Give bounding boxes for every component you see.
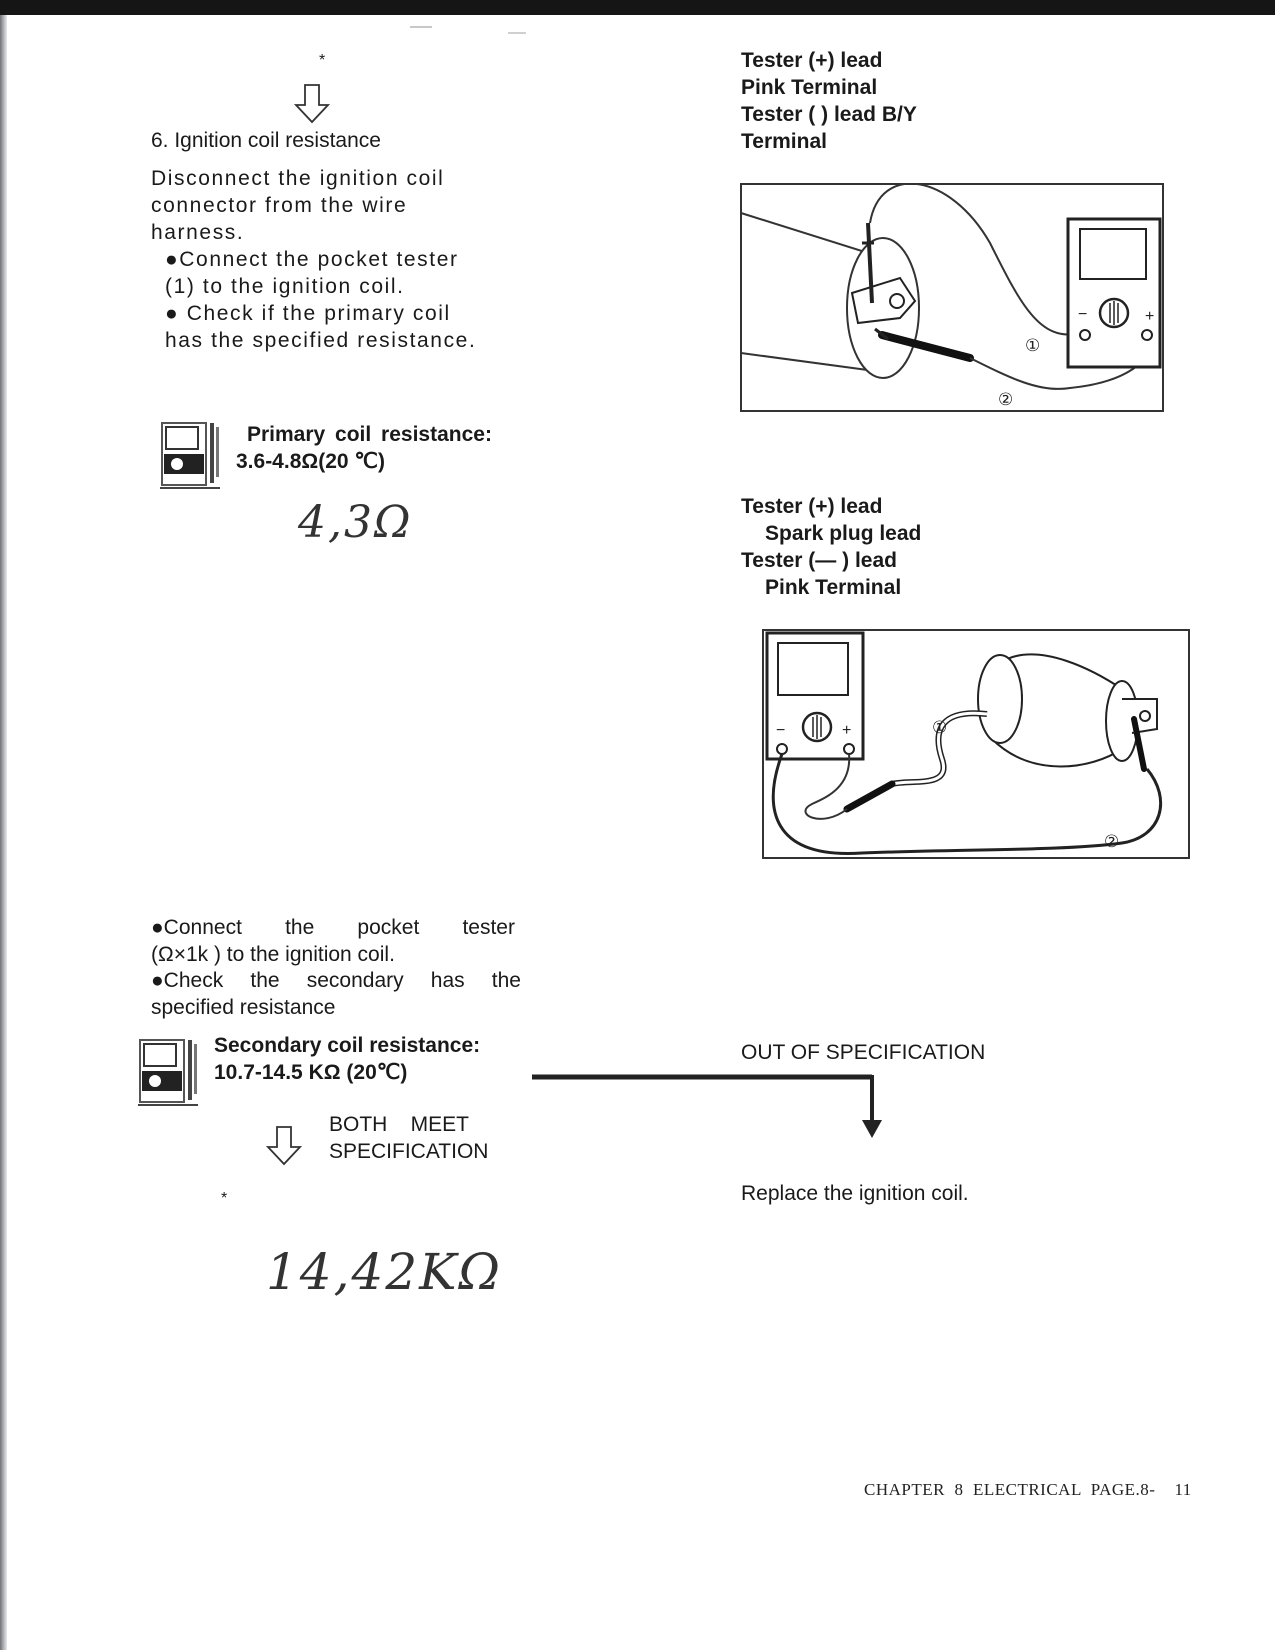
diagram1-label-1: Tester (+) lead	[741, 49, 883, 72]
primary-resistance-value: 3.6-4.8Ω(20 ℃)	[236, 450, 385, 473]
down-arrow-icon	[292, 83, 332, 125]
word: ●Connect	[151, 916, 242, 939]
page-footer: CHAPTER 8 ELECTRICAL PAGE.8- 11	[864, 1480, 1192, 1499]
callout-1: ①	[1025, 336, 1041, 355]
disconnect-line-1: Disconnect the ignition coil	[151, 167, 445, 190]
diagram1-label-4: Terminal	[741, 130, 827, 153]
out-of-spec-label: OUT OF SPECIFICATION	[741, 1041, 986, 1064]
secondary-resistance-label: Secondary coil resistance:	[214, 1034, 481, 1057]
word: ●Check	[151, 969, 224, 992]
primary-coil-test-diagram	[740, 183, 1164, 413]
bullet-connect-line-1: ●Connect the pocket tester	[165, 248, 459, 271]
word: the	[285, 916, 315, 939]
scan-top-border	[0, 0, 1275, 15]
diagram2-label-2: Spark plug lead	[765, 522, 922, 545]
word: has	[430, 969, 465, 992]
scan-left-edge	[0, 15, 7, 1650]
section-title: 6. Ignition coil resistance	[151, 129, 381, 152]
diagram2-label-4: Pink Terminal	[765, 576, 902, 599]
secondary-coil-test-diagram	[762, 629, 1190, 861]
secondary-instruction-line-4: specified resistance	[151, 996, 336, 1019]
handwritten-secondary-reading: 14,42KΩ	[266, 1243, 502, 1301]
scan-mark	[410, 26, 432, 28]
primary-resistance-label: Primary coil resistance:	[247, 423, 492, 446]
bullet-connect-line-2: (1) to the ignition coil.	[165, 275, 405, 298]
callout-2: ②	[998, 390, 1014, 409]
scan-mark	[508, 32, 526, 34]
down-arrow-icon	[264, 1125, 304, 1167]
both-meet-line-1: BOTH MEET	[329, 1113, 470, 1136]
handwritten-primary-reading: 4,3Ω	[298, 497, 413, 548]
meter-plus-sign: +	[1145, 308, 1155, 325]
callout-1: ①	[932, 718, 948, 737]
meter-minus-sign: −	[1078, 306, 1088, 323]
multimeter-icon	[138, 1038, 200, 1108]
word: secondary	[306, 969, 404, 992]
diagram1-label-2: Pink Terminal	[741, 76, 878, 99]
multimeter-icon	[160, 421, 222, 491]
diagram1-label-3: Tester ( ) lead B/Y	[741, 103, 917, 126]
both-meet-line-2: SPECIFICATION	[329, 1140, 489, 1163]
word: the	[250, 969, 280, 992]
secondary-resistance-value: 10.7-14.5 KΩ (20℃)	[214, 1061, 408, 1084]
diagram2-label-1: Tester (+) lead	[741, 495, 883, 518]
step-marker-star: *	[319, 52, 326, 69]
bullet-check-line-2: has the specified resistance.	[165, 329, 477, 352]
word: pocket	[357, 916, 420, 939]
secondary-instruction-line-2: (Ω×1k ) to the ignition coil.	[151, 943, 395, 966]
disconnect-line-2: connector from the wire	[151, 194, 408, 217]
bullet-check-line-1: ● Check if the primary coil	[165, 302, 451, 325]
word: the	[491, 969, 521, 992]
flow-connector-arrow	[530, 1070, 890, 1142]
diagram2-label-3: Tester (— ) lead	[741, 549, 897, 572]
disconnect-line-3: harness.	[151, 221, 245, 244]
secondary-instruction-line-3	[151, 968, 521, 994]
secondary-instruction-line-1	[151, 915, 515, 941]
replace-instruction: Replace the ignition coil.	[741, 1182, 969, 1205]
callout-2: ②	[1104, 832, 1120, 851]
meter-minus-sign: −	[776, 722, 786, 739]
step-marker-star: *	[221, 1190, 228, 1207]
word: tester	[462, 916, 515, 939]
meter-plus-sign: +	[842, 722, 852, 739]
